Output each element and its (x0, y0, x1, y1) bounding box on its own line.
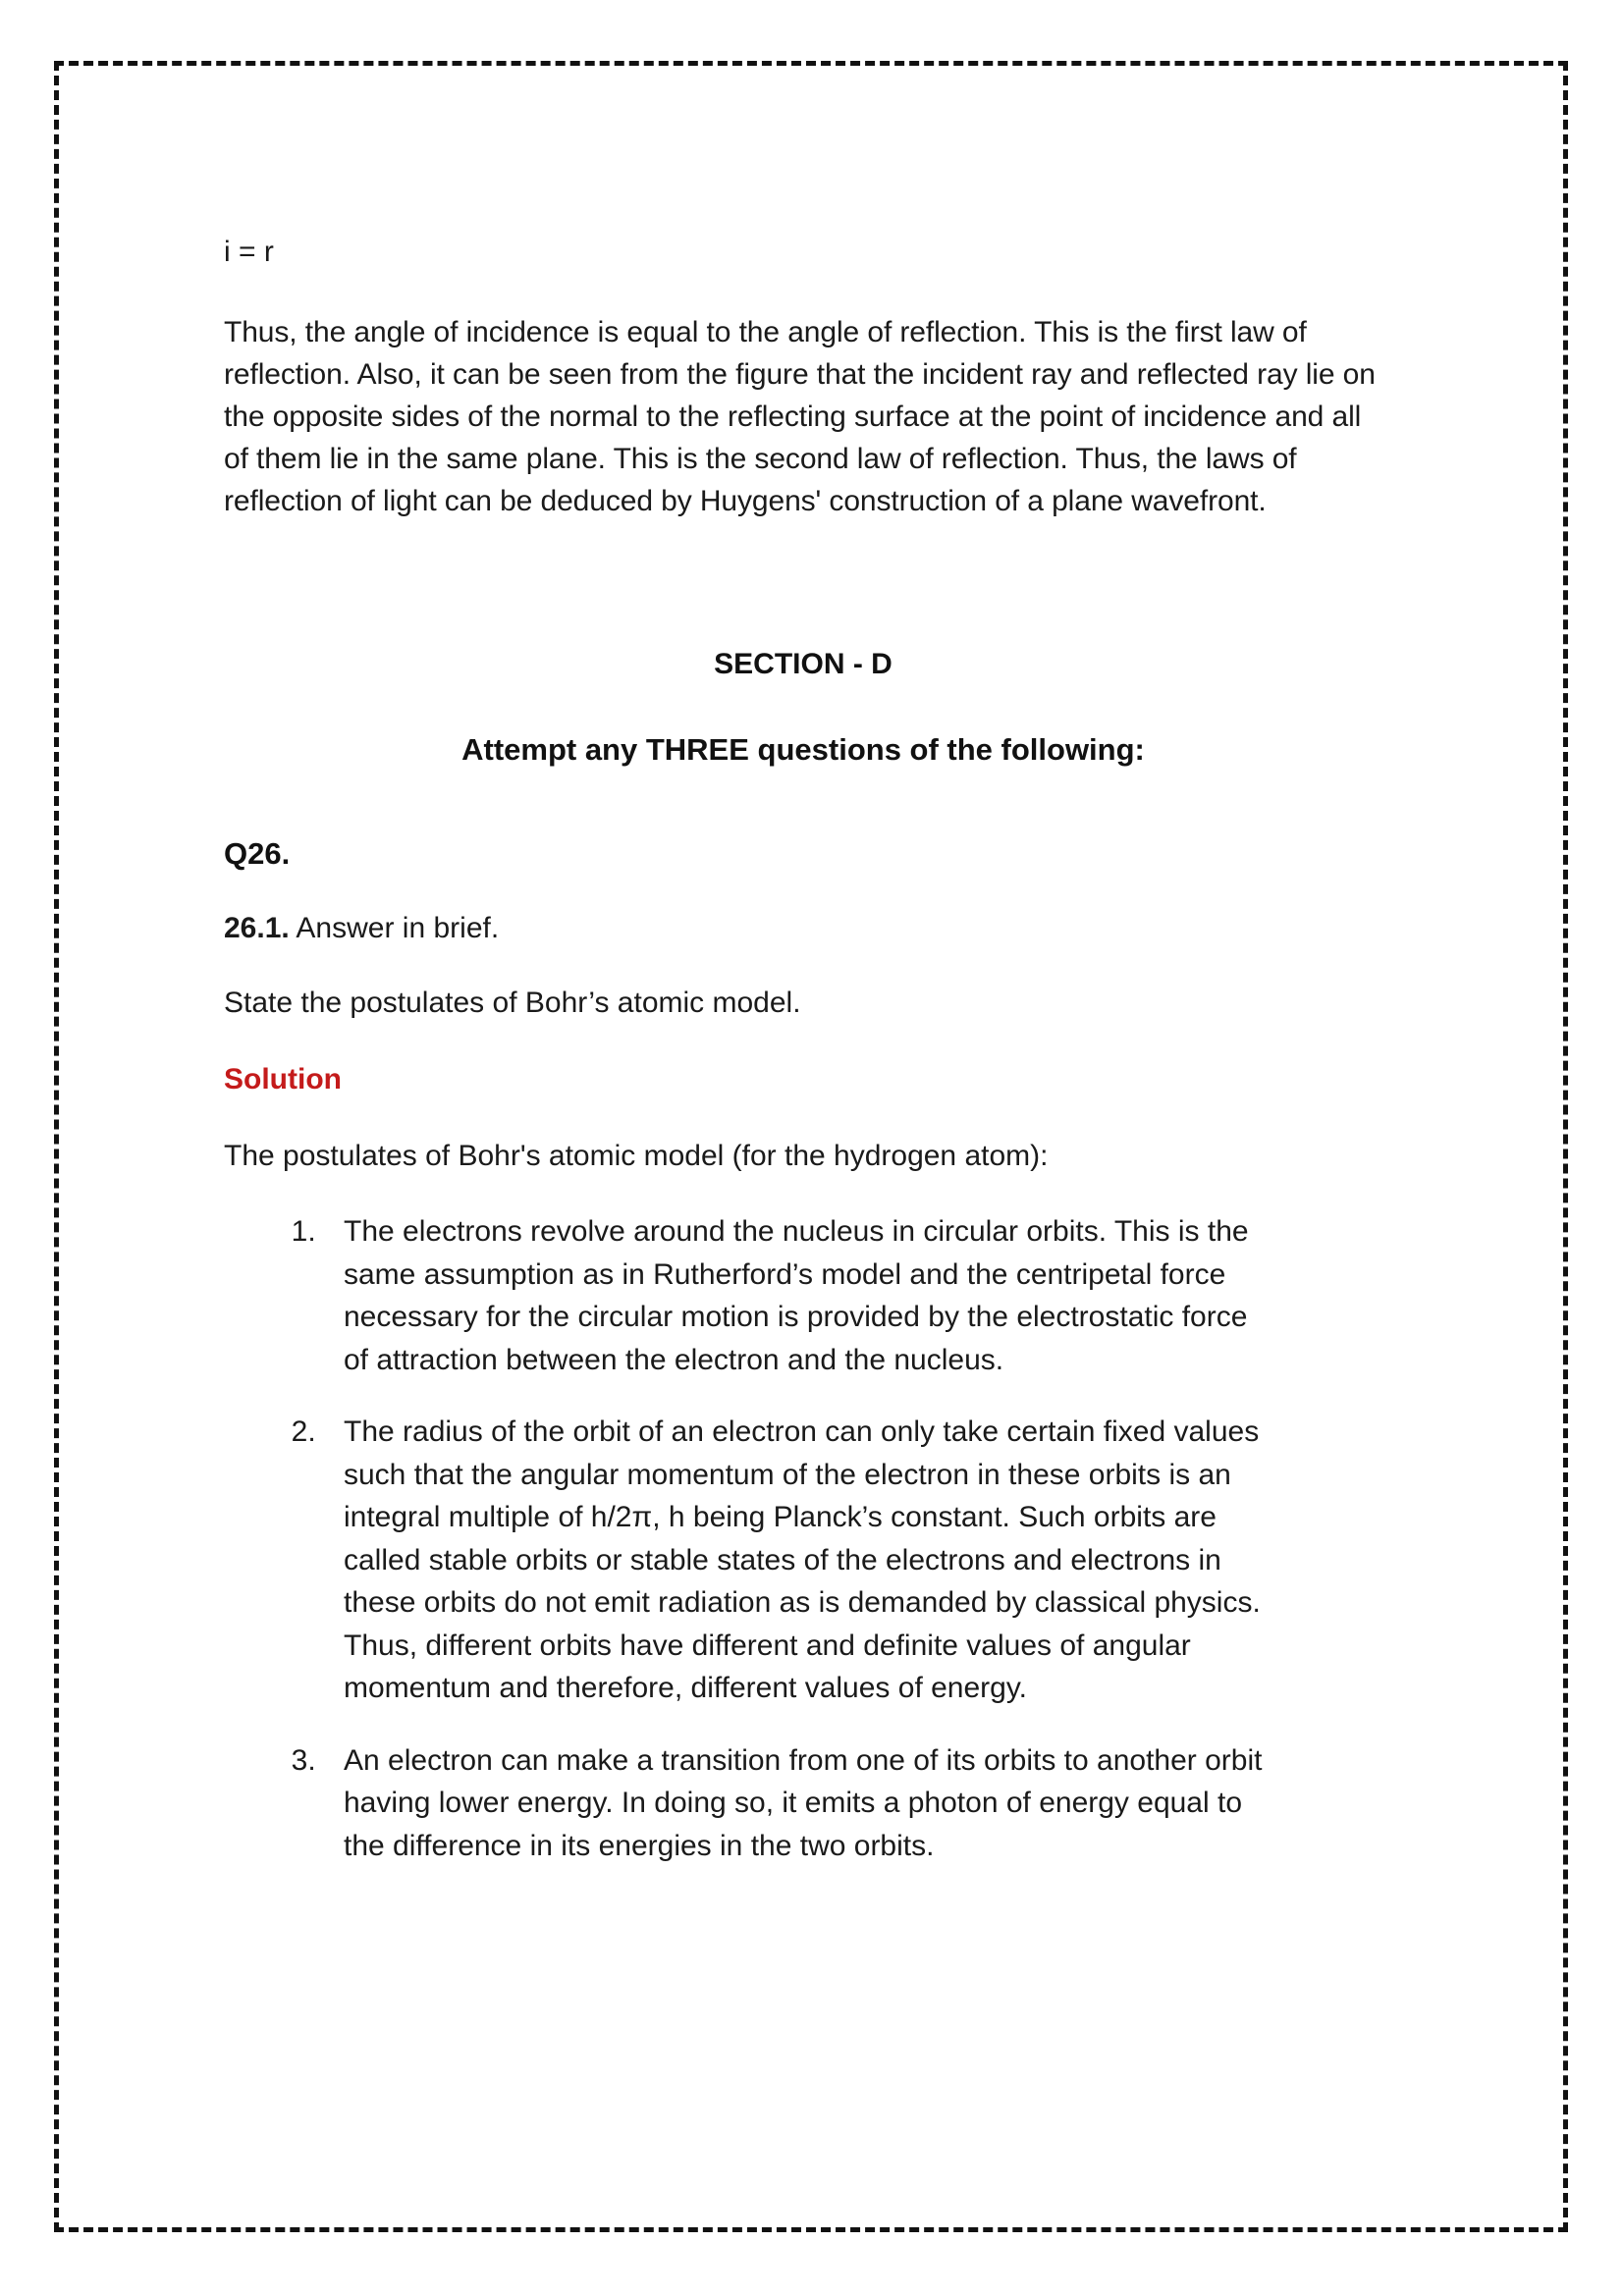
reflection-laws-paragraph: Thus, the angle of incidence is equal to the angle of reflection. This is the first law of reflection. Also, it can be seen from the figure that the incident ray and reflected ray lie on the opposite sides of the normal to the reflecting surface at the point of incidence and all of them lie in the same plane. This is the second law of reflection. Thus, the laws of reflection of light can be deduced by Huygens' construction of a plane wavefront. (224, 316, 1376, 517)
question-sub-line (224, 908, 1382, 949)
document-content (224, 232, 1382, 1867)
solution-label: Solution (224, 1063, 342, 1096)
equation-i-equals-r: i = r (224, 236, 274, 268)
list-item: 3. An electron can make a transition from one of its orbits to another orbit having lower energy. In doing so, it emits a photon of energy equal to the difference in its energies in the two orbits. (324, 1739, 1276, 1868)
list-item: 1. The electrons revolve around the nucleus in circular orbits. This is the same assumption as in Rutherford’s model and the centripetal force necessary for the circular motion is provided by the electrostatic force of attraction between the electron and the nucleus. (324, 1210, 1276, 1381)
section-gap (224, 550, 1382, 644)
list-item: 2. The radius of the orbit of an electron can only take certain fixed values such that the angular momentum of the electron in these orbits is an integral multiple of h/2π, h being Planck’s constant. Such orbits are called stable orbits or stable states of the electrons and electrons in these orbits do not emit radiation as is demanded by classical physics. Thus, different orbits have different and definite values of angular momentum and therefore, different values of energy. (324, 1411, 1276, 1710)
question-sub-instruction: Answer in brief. (296, 912, 500, 945)
postulates-list (224, 1210, 1276, 1867)
section-instruction: Attempt any THREE questions of the following: (461, 732, 1145, 768)
question-prompt: State the postulates of Bohr’s atomic model. (224, 987, 801, 1020)
question-number: Q26. (224, 835, 291, 871)
question-sub-number: 26.1. (224, 912, 290, 945)
section-heading: SECTION - D (714, 648, 893, 681)
solution-intro: The postulates of Bohr's atomic model (for the hydrogen atom): (224, 1140, 1049, 1173)
